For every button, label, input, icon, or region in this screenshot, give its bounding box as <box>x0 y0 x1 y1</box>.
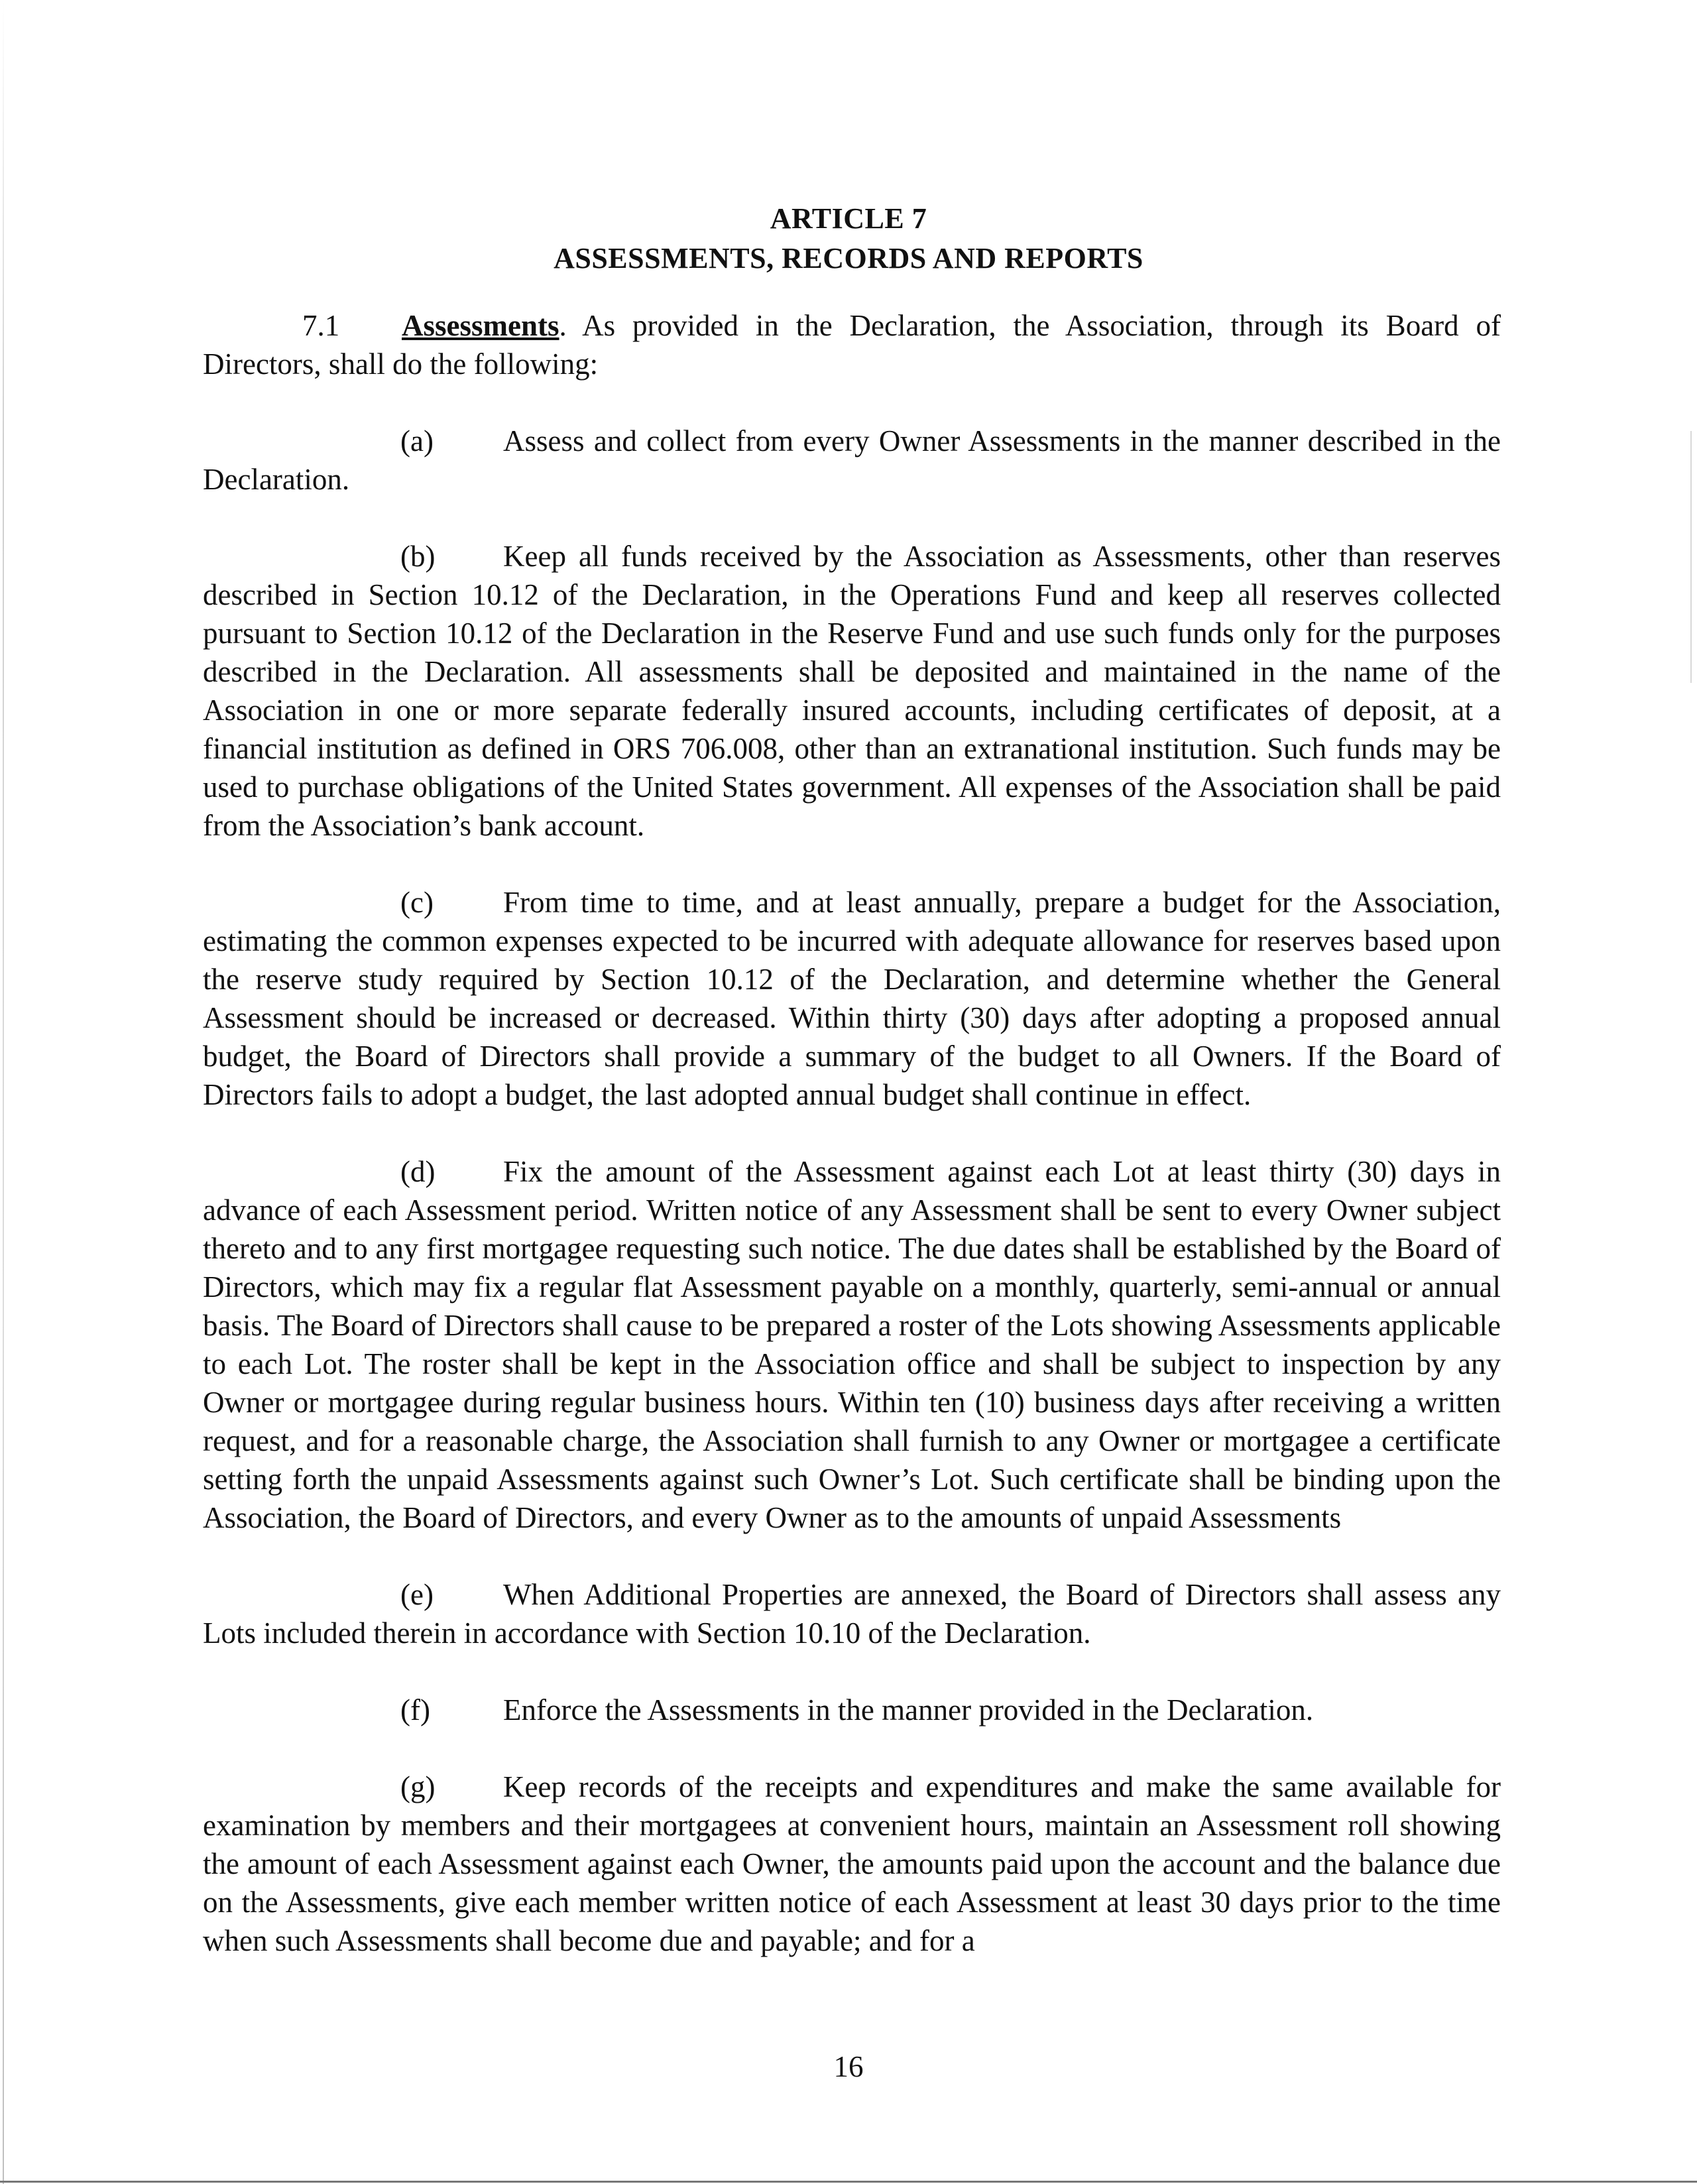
item-label: (a) <box>400 424 434 457</box>
list-item-a <box>203 422 1501 499</box>
document-body <box>203 306 1501 1998</box>
item-text: Fix the amount of the Assessment against each Lot at least thirty (30) days in advance of each Assessment period. Written notice of any Assessment shall be sent to every Owner subject thereto and to any first mortgagee requesting such notice. The due dates shall be established by the Board of Directors, which may fix a regular flat Assessment payable on a monthly, quarterly, semi-annual or annual basis. The Board of Directors shall cause to be prepared a roster of the Lots showing Assessments applicable to each Lot. The roster shall be kept in the Association office and shall be subject to inspection by any Owner or mortgagee during regular business hours. Within ten (10) business days after receiving a written request, and for a reasonable charge, the Association shall furnish to any Owner or mortgagee a certificate setting forth the unpaid Assessments against such Owner’s Lot. Such certificate shall be binding upon the Association, the Board of Directors, and every Owner as to the amounts of unpaid Assessments <box>203 1155 1501 1534</box>
item-text: Enforce the Assessments in the manner provided in the Declaration. <box>503 1693 1314 1727</box>
scan-edge-left <box>3 0 4 2184</box>
item-label: (b) <box>400 540 436 573</box>
section-number: 7.1 <box>302 309 340 342</box>
item-text: Keep all funds received by the Association as Assessments, other than reserves described in Section 10.12 of the Declaration, in the Operations Fund and keep all reserves collected pursuant to Section 10.12 of the Declaration in the Reserve Fund and use such funds only for the purposes described in the Declaration. All assessments shall be deposited and maintained in the name of the Association in one or more separate federally insured accounts, including certificates of deposit, at a financial institution as defined in ORS 706.008, other than an extranational institution. Such funds may be used to purchase obligations of the United States government. All expenses of the Association shall be paid from the Association’s bank account. <box>203 540 1501 842</box>
scan-edge-right <box>1690 431 1692 683</box>
list-item-f <box>203 1691 1501 1729</box>
list-item-b <box>203 537 1501 845</box>
item-label: (d) <box>400 1155 436 1188</box>
page-number: 16 <box>833 2050 864 2083</box>
item-label: (c) <box>400 886 434 919</box>
list-item-c <box>203 883 1501 1114</box>
section-intro-text: . As provided in the Declaration, the Association, through its Board of Directors, shall do the following: <box>203 309 1501 381</box>
section-intro-paragraph <box>203 306 1501 383</box>
scan-edge-bottom <box>0 2181 1697 2183</box>
list-item-e <box>203 1575 1501 1652</box>
article-header <box>0 199 1697 278</box>
article-number: ARTICLE 7 <box>770 202 927 235</box>
item-label: (g) <box>400 1770 436 1803</box>
item-text: Assess and collect from every Owner Assessments in the manner described in the Declaration. <box>203 424 1501 496</box>
item-text: From time to time, and at least annually, prepare a budget for the Association, estimating the common expenses expected to be incurred with adequate allowance for reserves based upon the reserve study required by Section 10.12 of the Declaration, and determine whether the General Assessment should be increased or decreased. Within thirty (30) days after adopting a proposed annual budget, the Board of Directors shall provide a summary of the budget to all Owners. If the Board of Directors fails to adopt a budget, the last adopted annual budget shall continue in effect. <box>203 886 1501 1111</box>
article-title: ASSESSMENTS, RECORDS AND REPORTS <box>554 242 1143 274</box>
section-title: Assessments <box>402 309 559 342</box>
list-item-g <box>203 1768 1501 1960</box>
item-text: Keep records of the receipts and expenditures and make the same available for examination by members and their mortgagees at convenient hours, maintain an Assessment roll showing the amount of each Assessment against each Owner, the amounts paid upon the account and the balance due on the Assessments, give each member written notice of each Assessment at least 30 days prior to the time when such Assessments shall become due and payable; and for a <box>203 1770 1501 1957</box>
list-item-d <box>203 1152 1501 1537</box>
item-label: (f) <box>400 1693 430 1727</box>
item-label: (e) <box>400 1578 434 1611</box>
item-text: When Additional Properties are annexed, the Board of Directors shall assess any Lots included therein in accordance with Section 10.10 of the Declaration. <box>203 1578 1501 1650</box>
